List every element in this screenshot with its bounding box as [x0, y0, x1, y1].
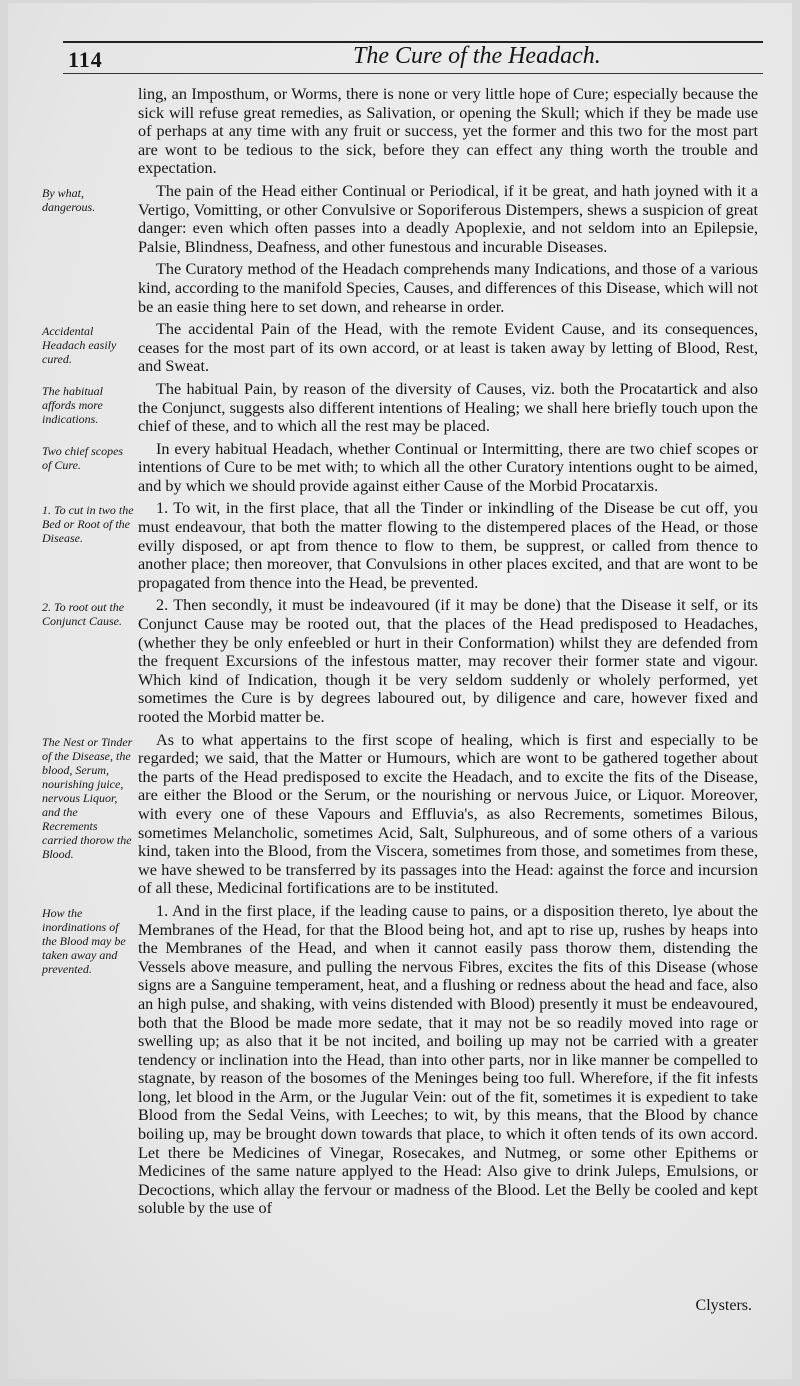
page-header: [63, 33, 763, 83]
book-page: [8, 3, 792, 1379]
paragraph: The habitual Pain, by reason of the diversity of Causes, viz. both the Procatartick and also the Conjunct, suggests also different intentions of Healing; we shall here briefly touch upon the chief of these, and to which all the rest may be placed.: [138, 379, 758, 436]
text-block: [42, 440, 772, 500]
margin-note: [42, 85, 138, 89]
catchword: Clysters.: [695, 1297, 752, 1314]
paragraph: ling, an Imposthum, or Worms, there is none or very little hope of Cure; especially because the sick will refuse great remedies, as Salivation, or opening the Skull; which if they be made use of perhaps at any time with any fruit or success, yet the former and this two for the most part are wont to be tedious to the sick, before they can effect any thing worth the trouble and expectation.: [138, 85, 758, 178]
margin-note: 1. To cut in two the Bed or Root of the Disease.: [42, 503, 134, 546]
margin-note: The habitual affords more indications.: [42, 383, 104, 426]
text-block: [42, 85, 772, 182]
paragraph: The accidental Pain of the Head, with the remote Evident Cause, and its consequences, ceases for the most part of its own accord, or at least is taken away by letting of Blood, Rest, and Sweat.: [138, 320, 758, 376]
text-block: [42, 320, 772, 380]
text-block: [42, 260, 772, 320]
running-head: The Cure of the Headach.: [353, 43, 601, 69]
page-number: 114: [68, 47, 103, 72]
text-block: [42, 182, 772, 260]
margin-note: Two chief scopes of Cure.: [42, 443, 124, 472]
page-body: [42, 85, 772, 1222]
paragraph: 2. Then secondly, it must be indeavoured (if it may be done) that the Disease it self, or its Conjunct Cause may be rooted out, that the places of the Head predisposed to Headaches, (whether they be only enfeebled or hurt in their Conformation) whilst they are defended from the frequent Excursions of the infestous matter, may recover their former state and vigour. Which kind of Indication, though it be very seldom suddenly or wholely performed, yet sometimes the Cure is by degrees laboured out, by diligence and care, however fixed and rooted the Morbid matter be.: [138, 596, 758, 726]
paragraph: 1. And in the first place, if the leading cause to pains, or a disposition thereto, lye about the Membranes of the Head, for that the Blood being hot, and apt to rise up, rushes by heaps into the Membranes of the Head, and when it cannot easily pass thorow them, distending the Vessels above measure, and pulling the nervous Fibres, excites the fits of this Disease (whose signs are a Sanguine temperament, heat, and a flushing or redness about the head and face, also an high pulse, and shaking, with veins distended with Blood) presently it must be endeavoured, both that the Blood be made more sedate, that it may not be so readily moved into rage or swelling up; as also that it be not incited, and boiling up may not be carried with a greater tendency or inclination into the Head, than into other parts, nor in like manner be compelled to stagnate, by reason of the bosomes of the Meninges being too full. Wherefore, if the fit infests long, let blood in the Arm, or the Jugular Vein: out of the fit, sometimes it is expedient to take Blood from the Sedal Veins, with Leeches; to wit, by this means, that the Blood by chance boiling up, may be brought down towards that place, to which it often tends of its own accord. Let there be Medicines of Vinegar, Rosecakes, and Nutmeg, or some other Epithems or Medicines of the same nature applyed to the Head: Also give to drink Juleps, Emulsions, or Decoctions, which allay the fervour or madness of the Blood. Let the Belly be cooled and kept soluble by the use of: [138, 901, 758, 1218]
paragraph: 1. To wit, in the first place, that all the Tinder or inkindling of the Disease be cut off, you must endeavour, that both the matter flowing to the distempered places of the Head, or those evilly disposed, or apt from thence to flow to them, be supprest, or called from thence to another place; then moreover, that Convulsions in other places excited, and that are wont to be propagated from thence into the Head, be prevented.: [138, 499, 758, 592]
text-block: [42, 731, 772, 902]
text-block: [42, 596, 772, 730]
paragraph: The pain of the Head either Continual or Periodical, if it be great, and hath joyned with it a Vertigo, Vomitting, or other Convulsive or Soporiferous Distempers, shews a suspicion of great danger: even which often passes into a deadly Apoplexie, and not seldom into an Epilepsie, Palsie, Blindness, Deafness, and other funestous and incurable Diseases.: [138, 181, 758, 256]
text-block: [42, 380, 772, 440]
text-block: [42, 902, 772, 1222]
margin-note: Accidental Headach easily cured.: [42, 324, 117, 367]
header-bottom-rule: [63, 73, 763, 74]
text-block: [42, 499, 772, 596]
margin-note: The Nest or Tinder of the Disease, the blood, Serum, nourishing juice, nervous Liquor, and the Recrements carried thorow the Blood.: [42, 734, 133, 861]
margin-note: [42, 260, 138, 264]
margin-note: How the inordinations of the Blood may be taken away and prevented.: [42, 905, 126, 976]
paragraph: In every habitual Headach, whether Continual or Intermitting, there are two chief scopes or intentions of Cure to be met with; to which all the other Curatory intentions ought to be aimed, and by which we should provide against either Cause of the Morbid Procatarxis.: [138, 439, 758, 495]
paragraph: The Curatory method of the Headach comprehends many Indications, and those of a various kind, according to the manifold Species, Causes, and differences of this Disease, which will not be an easie thing here to set down, and rehearse in order.: [138, 260, 758, 316]
paragraph: As to what appertains to the first scope of healing, which is first and especially to be regarded; we said, that the Matter or Humours, which are wont to be gathered together about the parts of the Head predisposed to excite the Headach, and to excite the fits of the Disease, are either the Blood or the Serum, or the nourishing or nervous Juice, or Liquor. Moreover, with every one of these Vapours and Effluvia's, as also Recrements, sometimes Bilous, sometimes Melancholic, sometimes Acid, Salt, Sulphureous, and of some others of a various kind, taken into the Blood, from the Viscera, sometimes from those, and sometimes from these, we have shewed to be transferred by its passages into the Head: against the force and incursion of all these, Medicinal fortifications are to be instituted.: [138, 730, 758, 898]
margin-note: By what, dangerous.: [42, 185, 96, 214]
margin-note: 2. To root out the Conjunct Cause.: [42, 600, 125, 629]
